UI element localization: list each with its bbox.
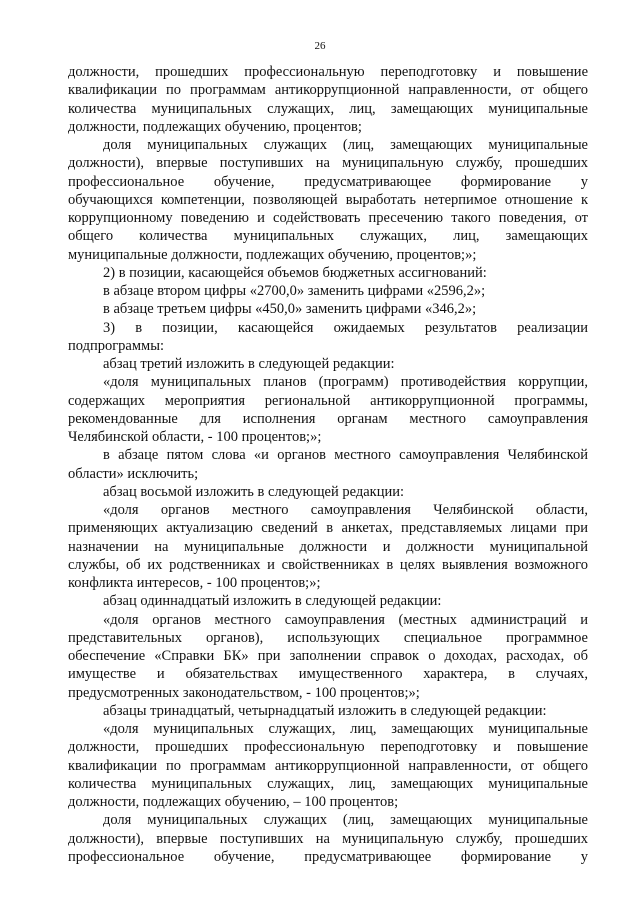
text-line: квалификации по программам антикоррупционной направленности, от общего <box>68 757 588 774</box>
text-line: содержащих мероприятия региональной антикоррупционной программы, <box>68 392 588 409</box>
text-line: абзац третий изложить в следующей редакции: <box>103 356 395 372</box>
text-line: профессиональное обучение, предусматривающее формирование у <box>68 848 588 865</box>
text-line: доля муниципальных служащих (лиц, замещающих муниципальные <box>103 137 588 153</box>
text-line: квалификации по программам антикоррупционной направленности, от общего <box>68 82 588 99</box>
text-line: профессиональное обучение, предусматривающее формирование у <box>68 173 588 190</box>
text-line: области» исключить; <box>68 465 199 482</box>
text-line: количества муниципальных служащих, лиц, замещающих муниципальные <box>68 100 588 117</box>
text-line: абзац одиннадцатый изложить в следующей редакции: <box>103 593 442 610</box>
text-line: назначении на муниципальные должности и должности муниципальной <box>68 538 588 555</box>
text-line: доля муниципальных служащих (лиц, замещающих муниципальные <box>103 812 588 829</box>
text-line: рекомендованные для исполнения органам местного самоуправления <box>68 410 588 427</box>
text-line: должности), впервые поступивших на муниципальную службу, прошедших <box>68 155 588 172</box>
text-line: «доля муниципальных служащих, лиц, замещающих муниципальные <box>103 721 588 737</box>
text-line: количества муниципальных служащих, лиц, замещающих муниципальные <box>68 775 588 792</box>
text-line: абзацы тринадцатый, четырнадцатый изложить в следующей редакции: <box>103 702 547 719</box>
text-line: абзац восьмой изложить в следующей редакции: <box>103 483 405 500</box>
text-line: «доля муниципальных планов (программ) противодействия коррупции, <box>103 374 588 391</box>
text-line: в абзаце третьем цифры «450,0» заменить цифрами «346,2»; <box>103 301 477 318</box>
text-line: подпрограммы: <box>68 337 164 354</box>
page-number: 26 <box>314 40 326 52</box>
text-line: коррупционному поведению и содействовать пресечению такого поведения, от <box>68 210 588 226</box>
text-line: службы, об их родственниках и свойственниках в целях выявления возможного <box>68 556 588 573</box>
text-line: обеспечение «Справки БК» при заполнении справок о доходах, расходах, об <box>68 648 588 664</box>
text-line: конфликта интересов, - 100 процентов;»; <box>68 575 321 591</box>
text-line: общего количества муниципальных служащих, лиц, замещающих <box>68 228 588 245</box>
text-line: «доля органов местного самоуправления Челябинской области, <box>103 502 588 518</box>
text-line: «доля органов местного самоуправления (местных администраций и <box>103 611 588 628</box>
text-line: применяющих актуализацию сведений в анкетах, представляемых лицами при <box>68 520 588 537</box>
text-line: должности, подлежащих обучению, процентов; <box>68 118 362 135</box>
text-line: Челябинской области, - 100 процентов;»; <box>68 429 322 445</box>
text-line: муниципальные должности, подлежащих обучению, процентов;»; <box>68 246 477 263</box>
text-line: представительных органов), использующих специальное программное <box>68 629 588 646</box>
text-line: должности), впервые поступивших на муниципальную службу, прошедших <box>68 830 588 847</box>
text-line: в абзаце втором цифры «2700,0» заменить цифрами «2596,2»; <box>103 283 486 299</box>
text-line: должности, прошедших профессиональную переподготовку и повышение <box>68 739 588 756</box>
body-text <box>68 63 588 866</box>
text-line: в абзаце пятом слова «и органов местного самоуправления Челябинской <box>103 447 588 464</box>
text-line: 3) в позиции, касающейся ожидаемых результатов реализации <box>103 319 588 336</box>
text-line: 2) в позиции, касающейся объемов бюджетных ассигнований: <box>103 264 487 281</box>
text-line: имуществе и обязательствах имущественного характера, в случаях, <box>68 666 588 683</box>
text-line: должности, прошедших профессиональную переподготовку и повышение <box>68 64 588 80</box>
text-line: должности, подлежащих обучению, – 100 процентов; <box>68 794 399 810</box>
text-line: обучающихся компетенции, позволяющей выработать нетерпимое отношение к <box>68 191 588 208</box>
text-line: предусмотренных законодательством, - 100 процентов;»; <box>68 684 420 701</box>
